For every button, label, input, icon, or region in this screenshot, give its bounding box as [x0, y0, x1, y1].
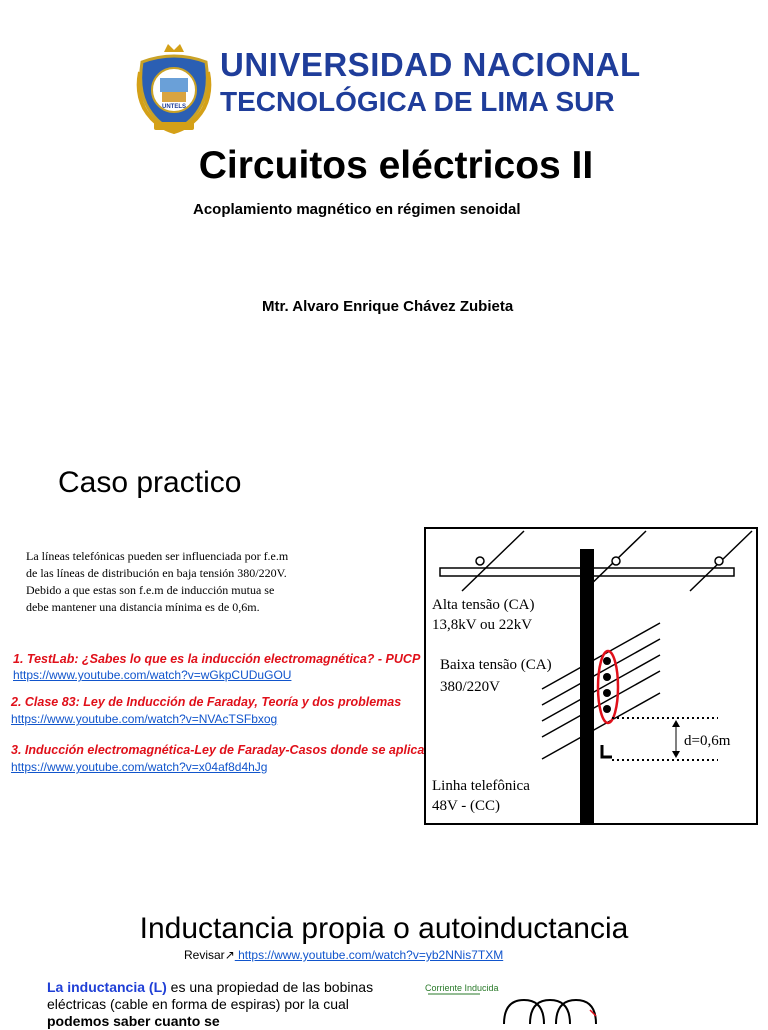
caso-description — [26, 548, 406, 616]
link-arrow-icon: ↗ — [224, 948, 235, 962]
insulator — [476, 557, 484, 565]
inductancia-emphasis: podemos saber cuanto se — [47, 1013, 220, 1029]
description-line: debe mantener una distancia mínima es de 0,6m. — [26, 600, 260, 614]
revisar-line — [184, 948, 503, 962]
university-logo — [134, 42, 214, 134]
page-title: Circuitos eléctricos II — [198, 144, 594, 187]
author-name: Mtr. Alvaro Enrique Chávez Zubieta — [262, 298, 514, 315]
insulator — [612, 557, 620, 565]
label-alta-1: Alta tensão (CA) — [432, 597, 535, 613]
reference-title-1: 1. TestLab: ¿Sabes lo que es la inducción electromagnética? - PUCP — [13, 652, 421, 666]
label-tel-1: Linha telefônica — [432, 778, 530, 794]
insulator — [715, 557, 723, 565]
coil-label: Corriente Inducida — [425, 983, 499, 993]
revisar-link[interactable]: https://www.youtube.com/watch?v=yb2NNis7TXM — [234, 948, 504, 962]
reference-link-3[interactable]: https://www.youtube.com/watch?v=x04af8d4hJg — [11, 760, 268, 774]
utility-pole-diagram — [424, 527, 758, 825]
label-tel-2: 48V - (CC) — [432, 798, 501, 814]
pole — [580, 549, 594, 825]
lv-insulator — [603, 673, 611, 681]
inductancia-text — [47, 979, 397, 1030]
university-name-line2: TECNOLÓGICA DE LIMA SUR — [220, 86, 615, 117]
inductancia-term: La inductancia (L) — [47, 979, 167, 995]
university-name-line1: UNIVERSIDAD NACIONAL — [220, 46, 641, 83]
inductancia-body: es una propiedad de las bobinas eléctricas (cable en forma de espiras) por la cual — [47, 979, 374, 1012]
reference-link-2[interactable]: https://www.youtube.com/watch?v=NVAcTSFbxog — [11, 712, 278, 726]
revisar-label: Revisar — [184, 948, 225, 962]
lv-insulator — [603, 689, 611, 697]
caso-heading: Caso practico — [58, 466, 242, 499]
label-alta-2: 13,8kV ou 22kV — [432, 617, 533, 633]
coil-loops — [504, 1000, 596, 1024]
description-line: La líneas telefónicas pueden ser influenciada por f.e.m — [26, 549, 289, 563]
reference-link-1[interactable]: https://www.youtube.com/watch?v=wGkpCUDuGOU — [13, 668, 292, 682]
label-baixa-1: Baixa tensão (CA) — [440, 657, 552, 673]
page-subtitle: Acoplamiento magnético en régimen senoidal — [193, 201, 521, 218]
description-line: de las líneas de distribución en baja tensión 380/220V. — [26, 566, 287, 580]
lv-insulator — [603, 705, 611, 713]
svg-text:UNTELS: UNTELS — [162, 104, 186, 110]
description-line: Debido a que estas son f.e.m de inducción mutua se — [26, 583, 275, 597]
reference-title-3: 3. Inducción electromagnética-Ley de Faraday-Casos donde se aplica — [11, 743, 425, 757]
section-heading-inductancia: Inductancia propia o autoinductancia — [139, 912, 629, 945]
lv-insulator — [603, 657, 611, 665]
reference-title-2: 2. Clase 83: Ley de Inducción de Faraday, Teoría y dos problemas — [11, 695, 402, 709]
label-baixa-2: 380/220V — [440, 679, 500, 695]
label-distance: d=0,6m — [684, 733, 731, 749]
